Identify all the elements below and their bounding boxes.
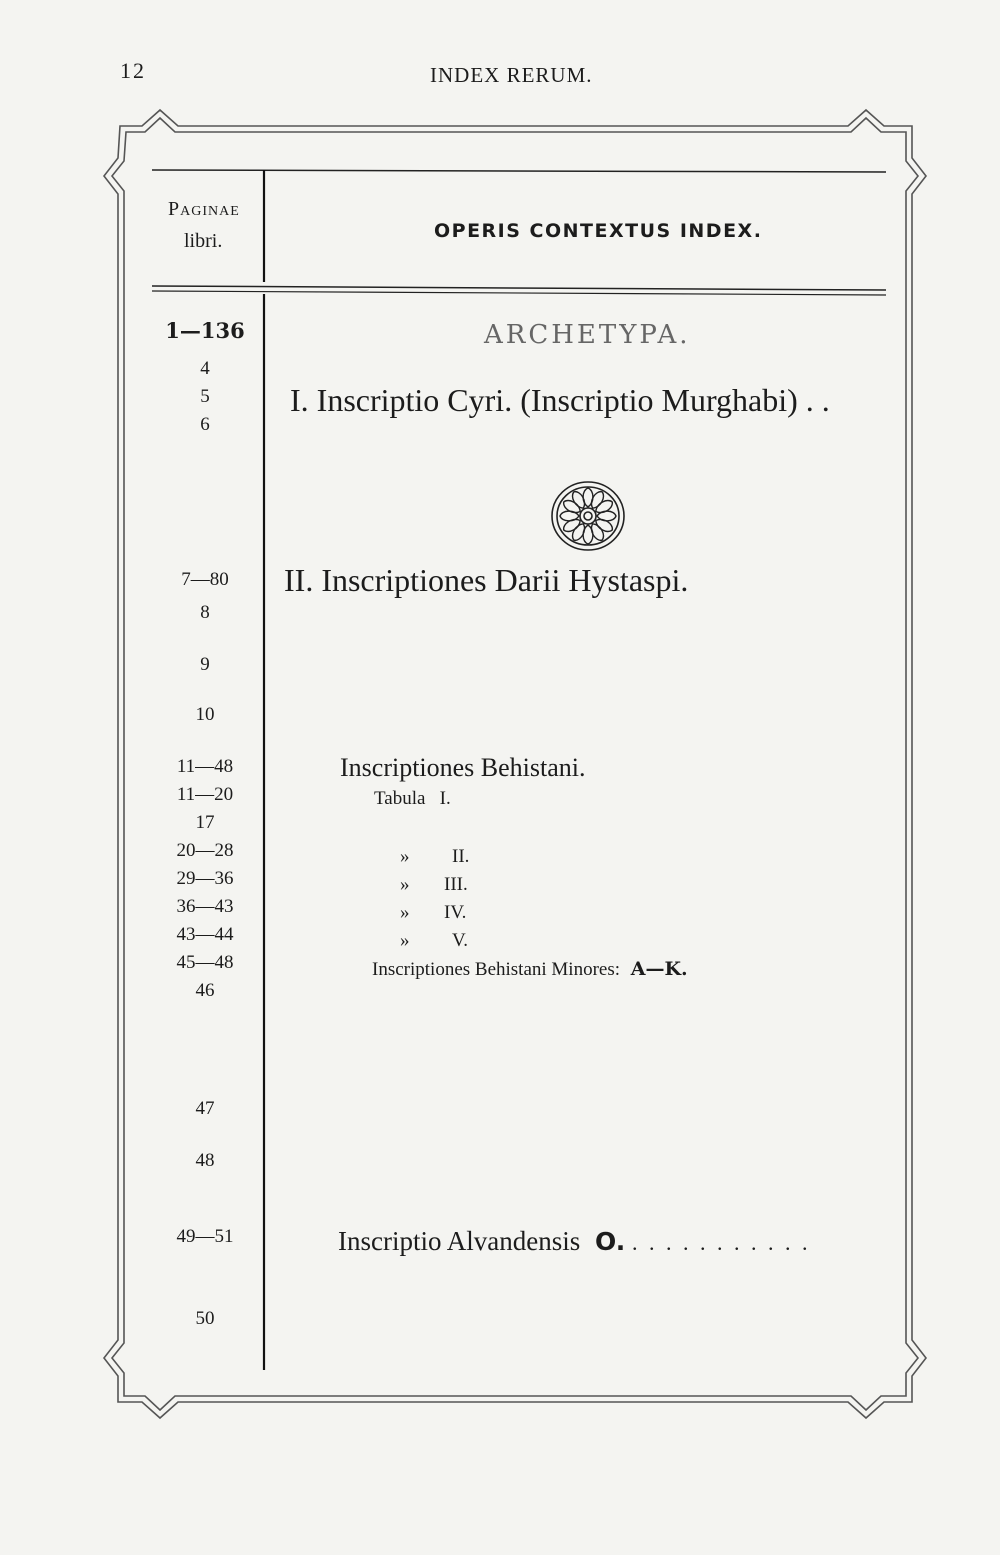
ditto-mark: » [400, 874, 410, 895]
column-header-pages-sub: libri. [184, 230, 223, 252]
entry-tabula-3: III. [444, 874, 468, 895]
entry-alvand-leader: . . . . . . . . . . . [631, 1230, 811, 1255]
page-ref: 6 [200, 414, 210, 435]
entry-inscriptio-cyri: I. Inscriptio Cyri. (Inscriptio Murghabi) . . [290, 382, 830, 418]
page-ref: 20—28 [176, 840, 234, 861]
entry-behistun-minores-label: Inscriptiones Behistani Minores: [372, 959, 621, 980]
page-ref: 48 [195, 1150, 215, 1171]
entry-behistun: Inscriptiones Behistani. [340, 753, 586, 782]
entry-tabula-2: II. [452, 846, 470, 867]
page-ref: 46 [195, 980, 215, 1001]
entry-alvand-label: Inscriptio Alvandensis [338, 1226, 581, 1256]
page-ref: 10 [195, 704, 215, 725]
page-ref: 45—48 [176, 952, 234, 973]
page-ref: 8 [200, 602, 210, 623]
ditto-mark: » [400, 902, 410, 923]
page-ref: 11—48 [176, 756, 234, 777]
page-ref: 17 [195, 812, 215, 833]
page-ref: 11—20 [176, 784, 234, 805]
page-ref: 50 [195, 1308, 215, 1329]
page-ref: 9 [200, 654, 210, 675]
running-title: INDEX RERUM. [430, 63, 593, 87]
entry-tabula-5: V. [452, 930, 469, 951]
page-ref: 1—136 [165, 318, 245, 343]
page-ref: 36—43 [176, 896, 234, 917]
ditto-mark: » [400, 846, 410, 867]
ditto-mark: » [400, 930, 410, 951]
entry-behistun-minores [372, 958, 688, 981]
page-ref: 7—80 [181, 569, 229, 590]
section-archetypa: ARCHETYPA. [484, 320, 691, 350]
entry-alvand-letter: O. [594, 1227, 626, 1256]
entry-tabula-1: Tabula I. [374, 788, 451, 809]
entry-behistun-minores-range: A—K. [630, 958, 688, 980]
page-number: 12 [120, 58, 146, 83]
column-header-contents: OPERIS CONTEXTUS INDEX. [434, 220, 763, 242]
page-ref: 43—44 [176, 924, 234, 945]
page-ref: 5 [200, 386, 210, 407]
page-ref: 47 [195, 1098, 215, 1119]
entry-alvand [338, 1226, 810, 1257]
page-ref: 49—51 [176, 1226, 234, 1247]
page-ref: 4 [200, 358, 210, 379]
entry-inscriptiones-darii: II. Inscriptiones Darii Hystaspi. [284, 562, 689, 598]
column-header-pages: Paginae [168, 198, 240, 220]
entry-tabula-4: IV. [444, 902, 467, 923]
rosette-icon [548, 478, 628, 554]
page-ref: 29—36 [176, 868, 234, 889]
